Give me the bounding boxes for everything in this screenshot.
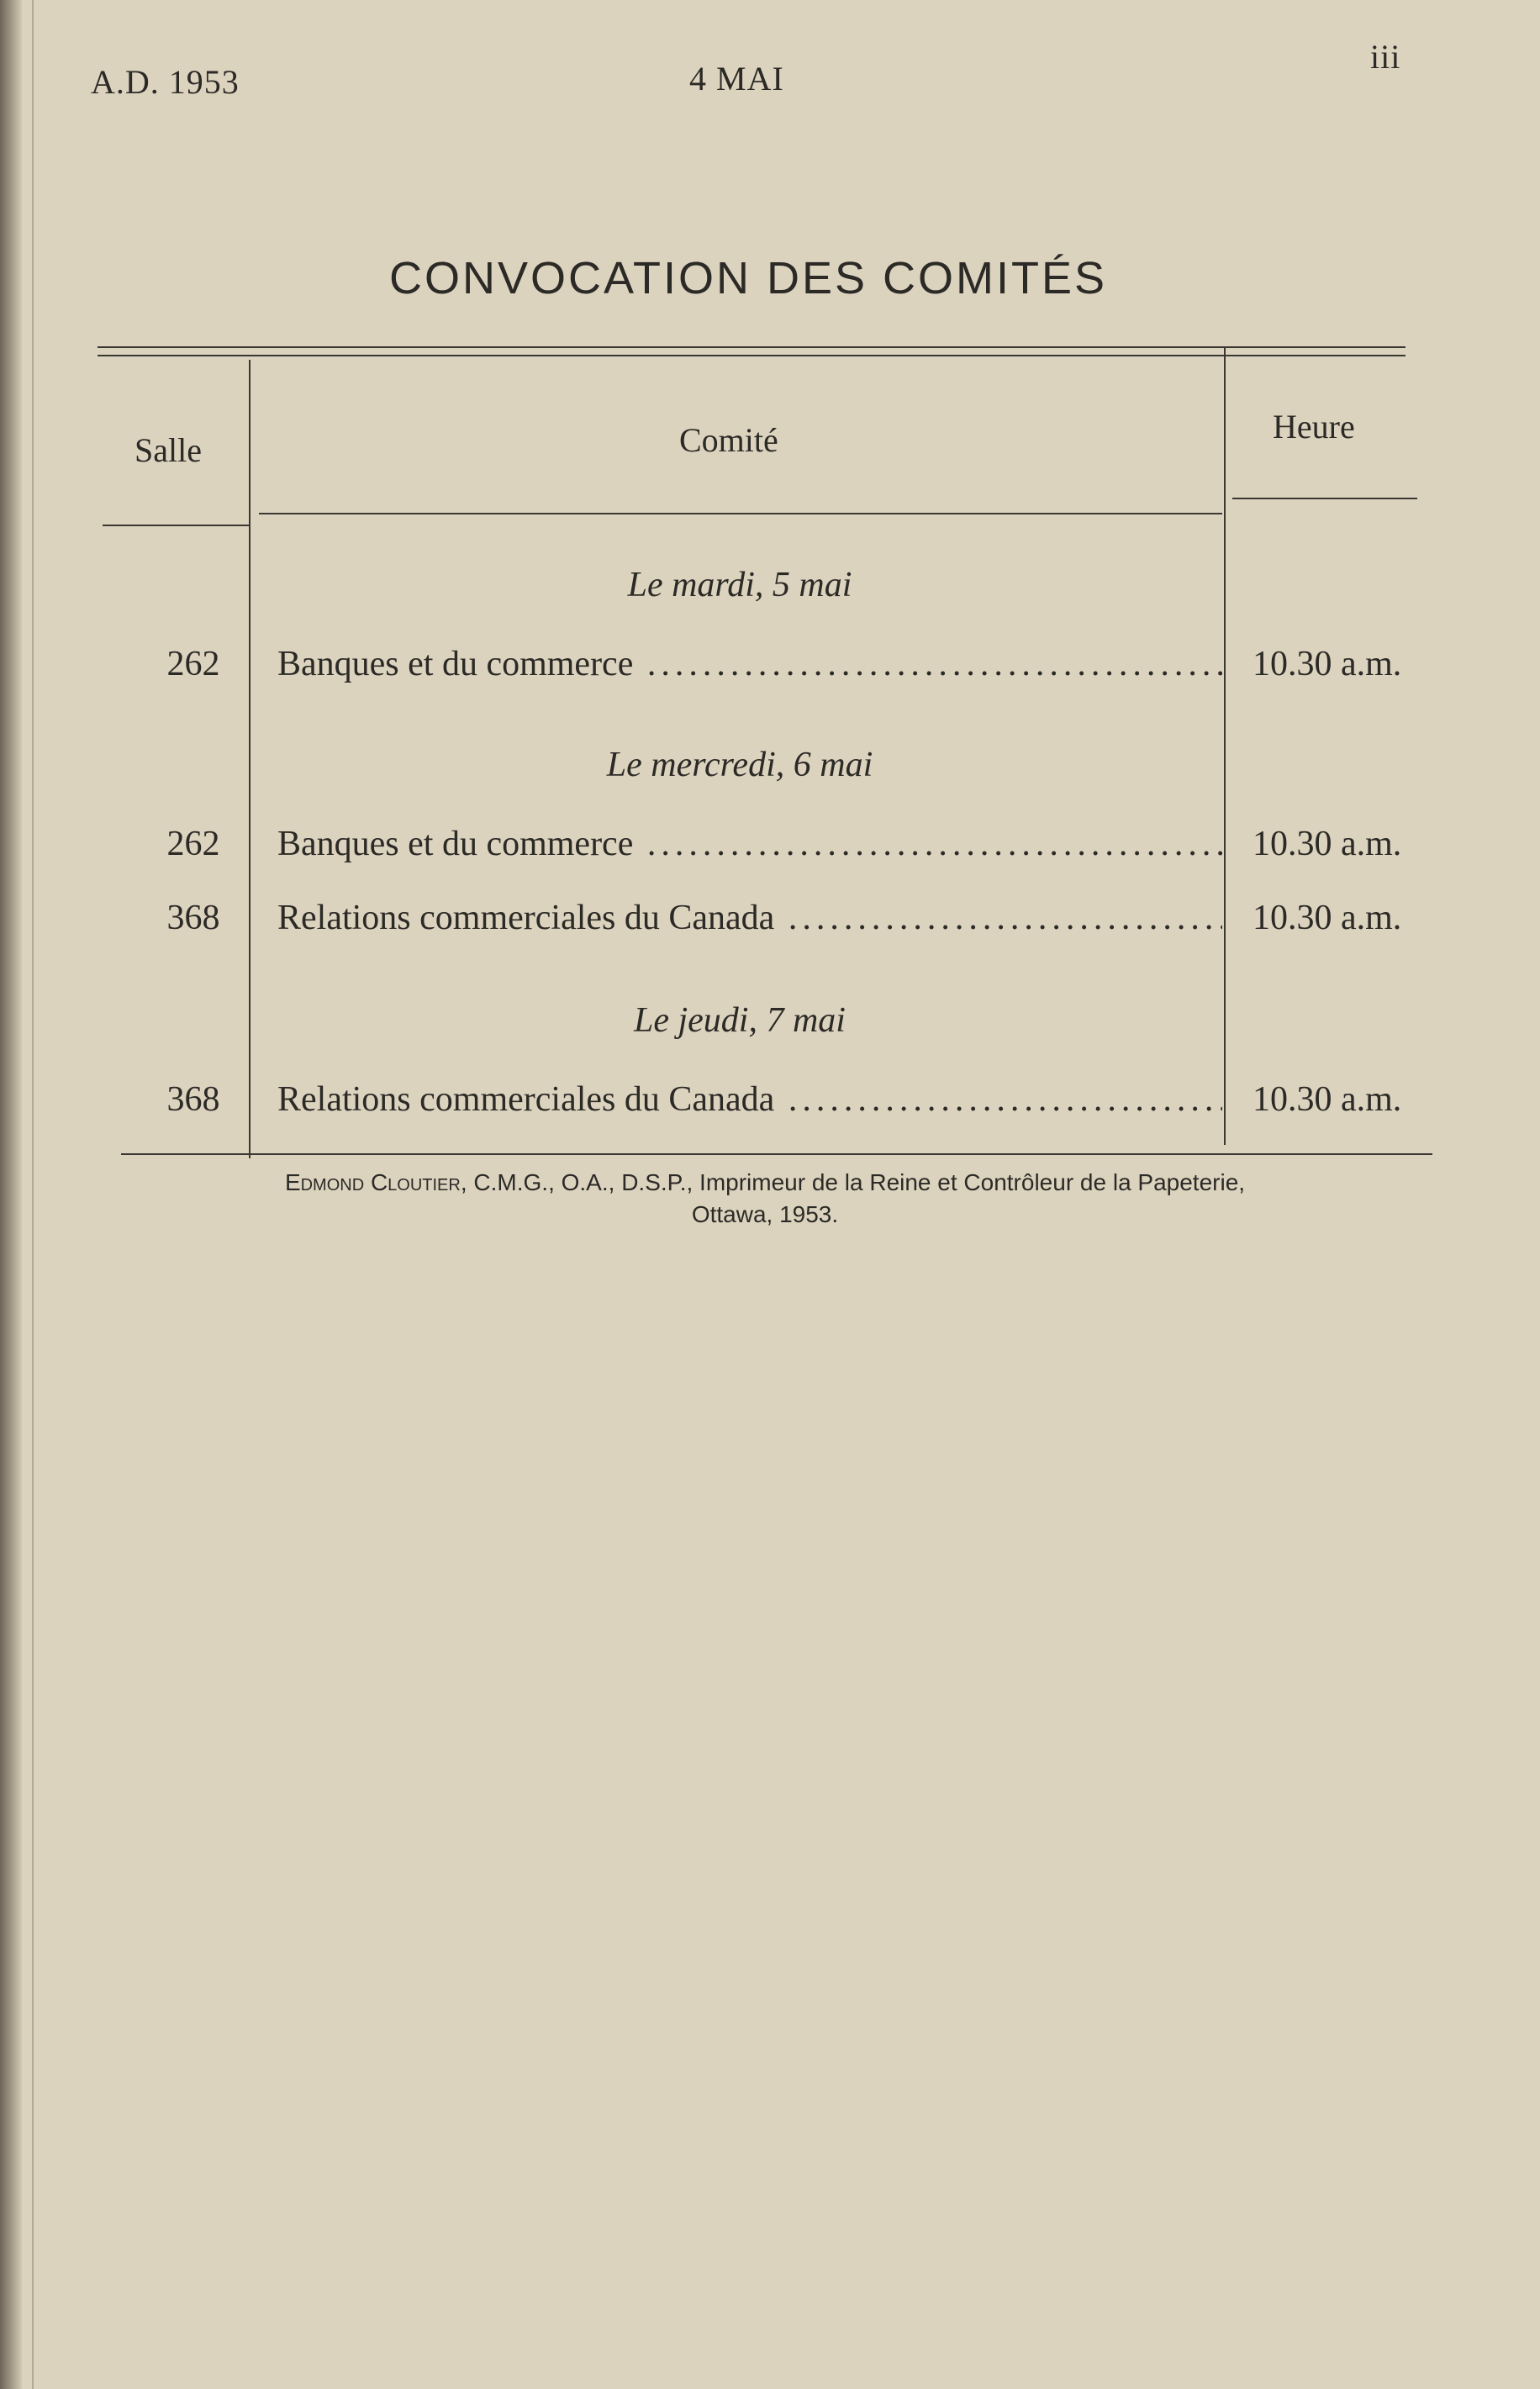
meeting-time: 10.30 a.m. <box>1253 899 1402 937</box>
column-divider-left <box>249 360 251 1158</box>
column-header-salle: Salle <box>134 431 202 469</box>
printer-name: Edmond Cloutier <box>284 1169 461 1195</box>
book-spine-shadow <box>0 0 22 2389</box>
table-top-rule <box>98 346 1406 348</box>
header-underline-salle <box>103 525 251 526</box>
room-number: 368 <box>166 1080 220 1119</box>
table-row <box>0 824 1540 874</box>
column-header-heure: Heure <box>1273 408 1355 446</box>
day-heading: Le mardi, 5 mai <box>627 566 852 604</box>
imprint-line-1 <box>126 1167 1404 1199</box>
margin-rule <box>32 0 34 2389</box>
table-row <box>0 644 1540 694</box>
day-heading: Le jeudi, 7 mai <box>634 1001 846 1040</box>
room-number: 262 <box>166 825 220 863</box>
page-title: CONVOCATION DES COMITÉS <box>388 253 1108 303</box>
meeting-time: 10.30 a.m. <box>1253 825 1402 863</box>
header-underline-heure <box>1232 498 1417 499</box>
table-top-rule-2 <box>98 355 1406 356</box>
page-number: iii <box>1370 38 1401 76</box>
room-number: 262 <box>166 645 220 683</box>
meeting-time: 10.30 a.m. <box>1253 645 1402 683</box>
table-row <box>0 1079 1540 1130</box>
committee-name: Relations commerciales du Canada ..... <box>277 1079 1222 1120</box>
printer-titles: , C.M.G., O.A., D.S.P., Imprimeur de la Reine et Contrôleur de la Papeterie, <box>460 1169 1246 1195</box>
table-row <box>0 898 1540 948</box>
committee-name: Relations commerciales du Canada ..... <box>277 898 1222 938</box>
column-header-comite: Comité <box>679 421 778 459</box>
imprint-line-2: Ottawa, 1953. <box>691 1201 839 1227</box>
table-bottom-rule <box>121 1153 1432 1155</box>
header-underline-comite <box>259 513 1222 514</box>
header-year: A.D. 1953 <box>91 63 240 101</box>
committee-name: Banques et du commerce ..... <box>277 644 1222 684</box>
committee-name: Banques et du commerce ..... <box>277 824 1222 864</box>
day-heading: Le mercredi, 6 mai <box>606 746 873 784</box>
room-number: 368 <box>166 899 220 937</box>
printer-imprint <box>126 1167 1404 1231</box>
meeting-time: 10.30 a.m. <box>1253 1080 1402 1119</box>
header-date: 4 MAI <box>689 60 784 98</box>
